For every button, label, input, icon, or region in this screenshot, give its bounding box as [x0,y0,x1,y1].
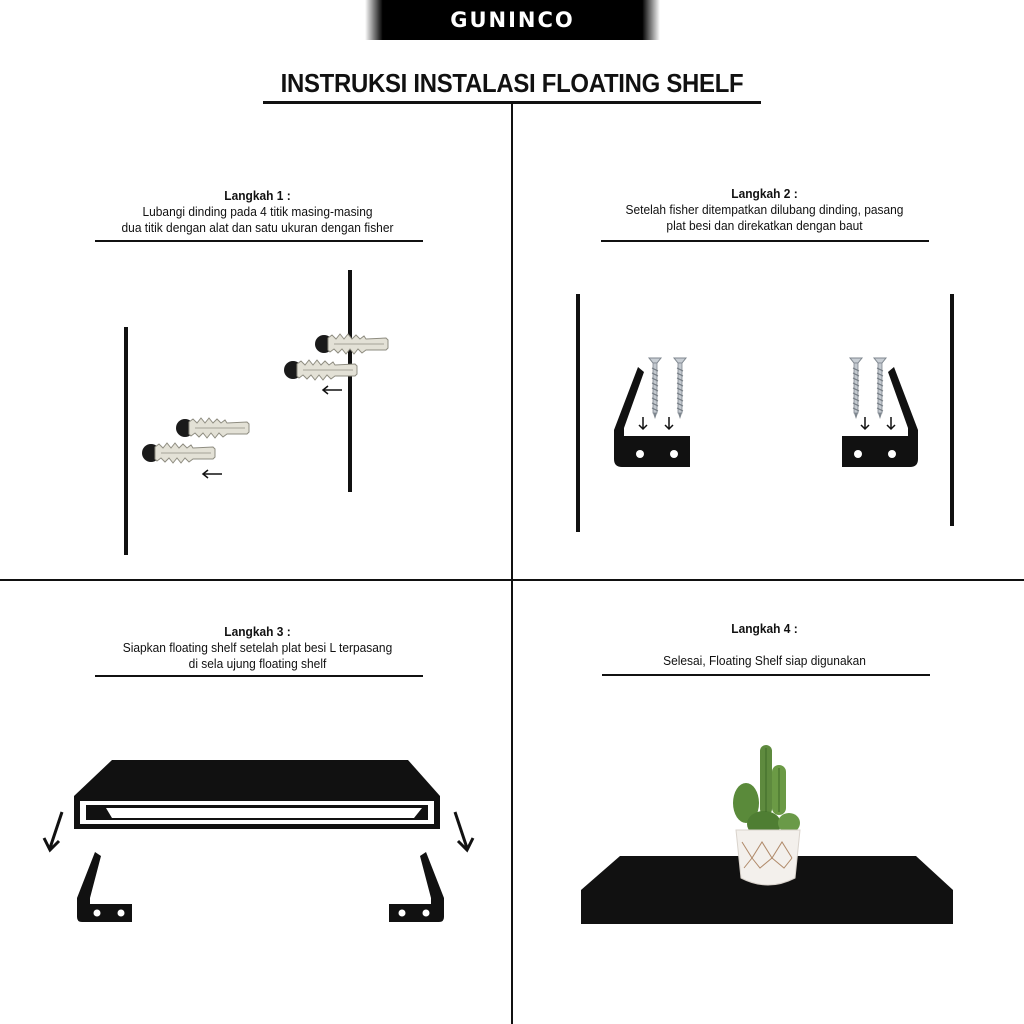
step-2-line-2: plat besi dan direkatkan dengan baut [666,218,863,233]
arrow-down-icon [887,417,895,429]
step-2-illustration [514,250,1024,570]
step-3-illustration [0,690,510,1020]
step-4-illustration [514,690,1024,1020]
step-2-line-1: Setelah fisher ditempatkan dilubang dinding, pasang [625,202,904,217]
cactus-plant-icon [733,745,800,837]
brand-banner [365,0,660,40]
arrow-down-right-icon [455,812,473,850]
step-4-underline [602,674,930,676]
screw-icon [874,358,886,419]
arrow-left-icon [323,386,342,394]
step-1-label: Langkah 1 : [224,188,291,203]
step-3-header [76,624,439,672]
step-4-header [583,621,946,669]
step-3-label: Langkah 3 : [224,624,291,639]
right-wall-line [348,270,352,492]
wall-plug-icon [284,360,357,380]
vertical-divider [511,104,513,1024]
screw-icon [674,358,686,419]
step-3-line-1: Siapkan floating shelf setelah plat besi L terpasang [122,640,393,655]
step-3-line-2: di sela ujung floating shelf [188,656,327,671]
brand-logo-text: GUNINCO [450,8,575,32]
wall-plug-icon [142,443,215,463]
arrow-left-icon [203,470,222,478]
screw-icon [649,358,661,419]
step-2-underline [601,240,929,242]
arrow-down-icon [639,417,647,429]
left-wall-line [576,294,580,532]
plant-pot-icon [736,830,800,885]
floating-shelf-front [581,890,953,924]
arrow-down-icon [665,417,673,429]
step-2-header [583,186,946,234]
step-4-label: Langkah 4 : [731,621,798,636]
step-1-line-2: dua titik dengan alat dan satu ukuran dengan fisher [121,220,394,235]
horizontal-divider [0,579,1024,581]
arrow-down-left-icon [44,812,62,850]
step-1-line-1: Lubangi dinding pada 4 titik masing-masing [142,204,373,219]
wall-plug-icon [176,418,249,438]
floating-shelf-top [74,760,440,796]
step-1-illustration [0,250,510,570]
l-bracket-icon [389,852,444,922]
step-2-label: Langkah 2 : [731,186,798,201]
screw-icon [850,358,862,419]
step-1-header [76,188,439,236]
left-wall-line [124,327,128,555]
step-1-underline [95,240,423,242]
step-4-line-1: Selesai, Floating Shelf siap digunakan [663,653,866,668]
right-wall-line [950,294,954,526]
page-title: INSTRUKSI INSTALASI FLOATING SHELF [280,68,744,98]
arrow-down-icon [861,417,869,429]
step-3-underline [95,675,423,677]
